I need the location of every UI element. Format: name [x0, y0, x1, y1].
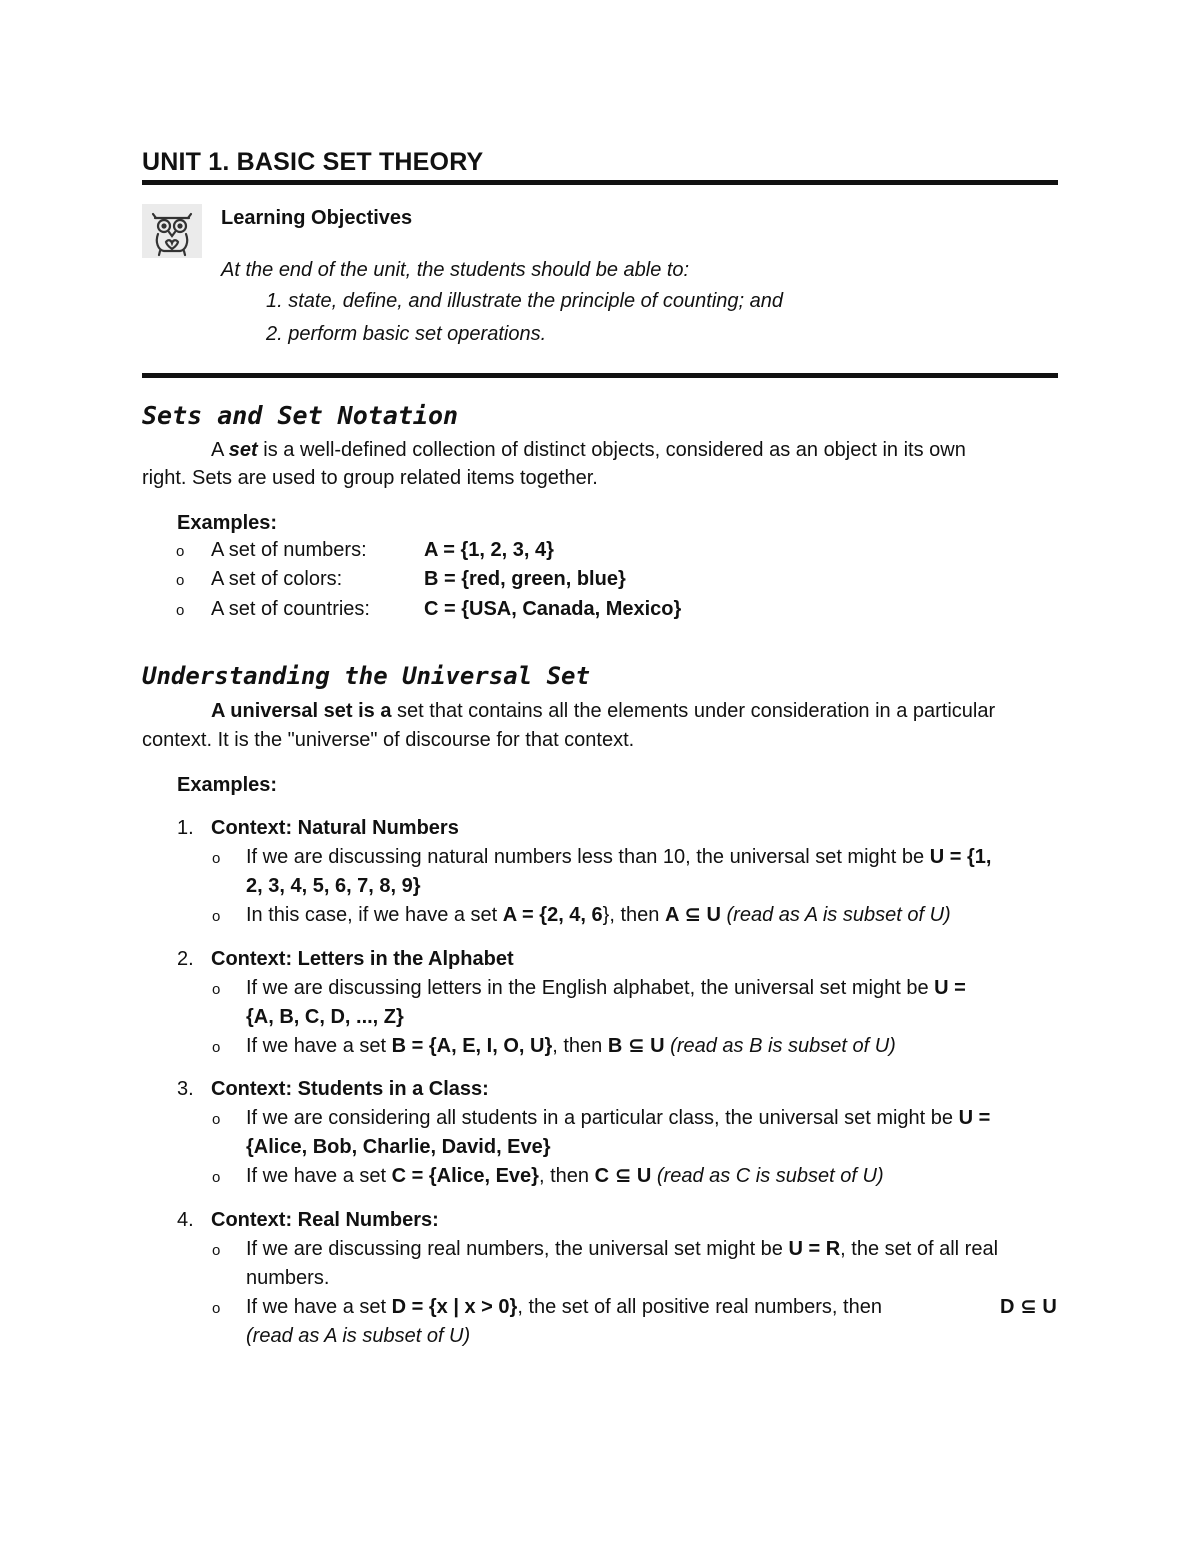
- context-bullet-subset: D ⊆ U: [1000, 1296, 1057, 1318]
- objective-item: 1. state, define, and illustrate the principle of counting; and: [266, 290, 784, 312]
- unit-title: UNIT 1. BASIC SET THEORY: [142, 148, 484, 176]
- owl-icon: [142, 204, 202, 258]
- set-def-prefix: A: [211, 439, 229, 461]
- bullet-icon: o: [176, 543, 185, 560]
- objectives-rule: [142, 373, 1058, 378]
- context-bullet-line: {Alice, Bob, Charlie, David, Eve}: [246, 1136, 551, 1158]
- context-title: Context: Real Numbers:: [211, 1209, 439, 1231]
- universal-def-bold: A universal set is a: [211, 700, 392, 722]
- context-title: Context: Letters in the Alphabet: [211, 948, 514, 970]
- universal-definition-line2: context. It is the "universe" of discourse for that context.: [142, 729, 635, 751]
- example-value: A = {1, 2, 3, 4}: [424, 539, 554, 561]
- context-bullet-line: (read as A is subset of U): [246, 1325, 471, 1347]
- section-heading-universal: Understanding the Universal Set: [142, 662, 590, 690]
- bullet-icon: o: [212, 981, 221, 998]
- set-definition-line1: [142, 436, 1058, 464]
- context-title: Context: Natural Numbers: [211, 817, 459, 839]
- bullet-icon: o: [212, 908, 221, 925]
- bullet-icon: o: [212, 850, 221, 867]
- context-bullet-line: If we are discussing letters in the English alphabet, the universal set might be U =: [246, 977, 966, 999]
- example-label: A set of numbers:: [211, 539, 367, 561]
- context-bullet-line: If we are considering all students in a particular class, the universal set might be U =: [246, 1107, 991, 1129]
- context-number: 4.: [177, 1209, 194, 1231]
- context-bullet-line: numbers.: [246, 1267, 330, 1289]
- example-value: B = {red, green, blue}: [424, 568, 626, 590]
- title-rule: [142, 180, 1058, 185]
- context-bullet-line: {A, B, C, D, ..., Z}: [246, 1006, 404, 1028]
- context-number: 1.: [177, 817, 194, 839]
- example-label: A set of colors:: [211, 568, 343, 590]
- bullet-icon: o: [212, 1111, 221, 1128]
- context-bullet-line: If we are discussing natural numbers less than 10, the universal set might be U = {1,: [246, 846, 992, 868]
- section-heading-sets: Sets and Set Notation: [142, 401, 459, 430]
- objectives-heading: Learning Objectives: [221, 207, 413, 229]
- bullet-icon: o: [212, 1039, 221, 1056]
- bullet-icon: o: [212, 1169, 221, 1186]
- set-def-term: set: [228, 439, 258, 461]
- universal-def-rest: set that contains all the elements under consideration in a particular: [391, 700, 996, 722]
- universal-definition-line1: [142, 697, 1058, 725]
- bullet-icon: o: [176, 572, 185, 589]
- context-bullet-line: If we have a set C = {Alice, Eve}, then C ⊆ U (read as C is subset of U): [246, 1165, 884, 1187]
- context-bullet-line: If we have a set D = {x | x > 0}, the set of all positive real numbers, then: [246, 1296, 882, 1318]
- context-bullet-line: 2, 3, 4, 5, 6, 7, 8, 9}: [246, 875, 421, 897]
- objectives-intro: At the end of the unit, the students should be able to:: [221, 259, 690, 281]
- bullet-icon: o: [176, 602, 185, 619]
- examples-label: Examples:: [177, 774, 278, 796]
- context-title: Context: Students in a Class:: [211, 1078, 489, 1100]
- set-def-rest: is a well-defined collection of distinct objects, considered as an object in its own: [257, 439, 966, 461]
- objective-item: 2. perform basic set operations.: [266, 323, 547, 345]
- example-label: A set of countries:: [211, 598, 370, 620]
- context-bullet-line: If we are discussing real numbers, the universal set might be U = R, the set of all real: [246, 1238, 999, 1260]
- bullet-icon: o: [212, 1242, 221, 1259]
- context-bullet-line: In this case, if we have a set A = {2, 4, 6}, then A ⊆ U (read as A is subset of U): [246, 904, 951, 926]
- examples-label: Examples:: [177, 512, 278, 534]
- bullet-icon: o: [212, 1300, 221, 1317]
- context-number: 3.: [177, 1078, 194, 1100]
- context-number: 2.: [177, 948, 194, 970]
- example-value: C = {USA, Canada, Mexico}: [424, 598, 682, 620]
- context-bullet-line: If we have a set B = {A, E, I, O, U}, then B ⊆ U (read as B is subset of U): [246, 1035, 896, 1057]
- set-definition-line2: right. Sets are used to group related items together.: [142, 467, 598, 489]
